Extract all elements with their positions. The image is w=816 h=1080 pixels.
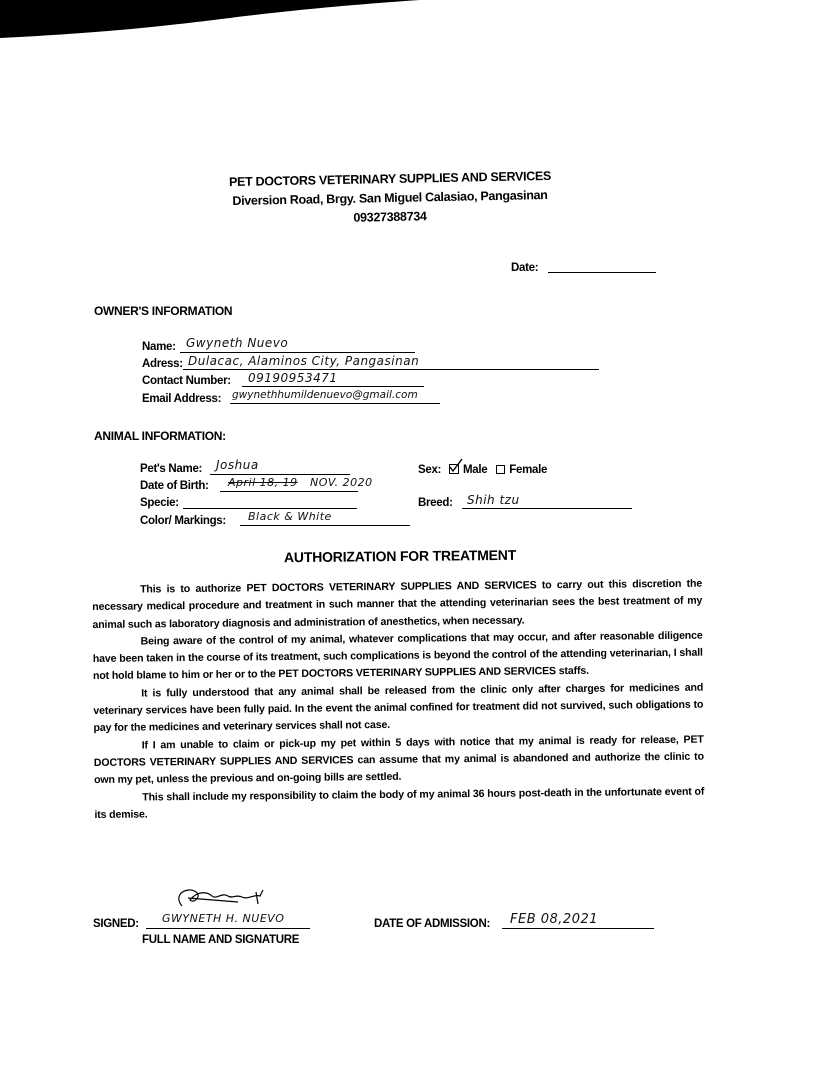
animal-section-title: ANIMAL INFORMATION:	[94, 429, 226, 443]
authorization-paragraph: This is to authorize PET DOCTORS VETERINARY SUPPLIES AND SERVICES to carry out this discretion the necessary medical procedure and treatment in such manner that the attending veterinarian sees the best treatment of my animal such as laboratory diagnosis and administration of anesthetics, when necessary.	[92, 577, 703, 631]
female-label: Female	[509, 464, 548, 476]
owner-email-value: gwynethhumildenuevo@gmail.com	[232, 389, 418, 401]
breed-line	[462, 508, 632, 509]
scan-edge-shadow	[0, 0, 816, 40]
owner-email-line	[230, 403, 440, 404]
owner-address-value: Dulacac, Alaminos City, Pangasinan	[188, 354, 420, 368]
authorization-body	[92, 576, 705, 825]
owner-name-value: Gwyneth Nuevo	[186, 336, 289, 350]
authorization-paragraph: This shall include my responsibility to claim the body of my animal 36 hours post-death in the unfortunate event of its demise.	[94, 785, 705, 821]
sex-label: Sex:	[418, 464, 442, 476]
male-label: Male	[463, 464, 488, 476]
owner-email-label: Email Address:	[142, 393, 222, 405]
owner-name-line	[180, 352, 415, 353]
dob-label: Date of Birth:	[140, 480, 209, 492]
female-checkbox[interactable]	[496, 465, 505, 474]
breed-label: Breed:	[418, 497, 453, 509]
authorization-paragraph: It is fully understood that any animal shall be released from the clinic only after charges for medicines and veterinary services have been fully paid. In the event the animal confined for treatment did not survived, such obligations to pay for the medicines and veterinary services shall not case.	[93, 681, 704, 735]
pet-name-value: Joshua	[216, 458, 259, 472]
owner-name-label: Name:	[142, 341, 176, 353]
sex-field	[418, 460, 547, 478]
signed-label: SIGNED:	[93, 918, 139, 930]
clinic-name: PET DOCTORS VETERINARY SUPPLIES AND SERVICES	[228, 168, 552, 190]
male-checkbox[interactable]	[449, 464, 459, 474]
owner-contact-line	[242, 386, 424, 387]
pet-name-line	[210, 474, 350, 475]
admission-date-label: DATE OF ADMISSION:	[374, 918, 490, 930]
owner-address-line	[183, 369, 599, 370]
dob-value: NOV. 2020	[310, 476, 373, 489]
owner-contact-value: 09190953471	[248, 371, 338, 385]
admission-date-line	[502, 928, 654, 929]
signature-line	[146, 928, 310, 929]
color-value: Black & White	[248, 510, 332, 523]
color-label: Color/ Markings:	[140, 515, 226, 527]
owner-contact-label: Contact Number:	[142, 375, 231, 387]
dob-line	[220, 491, 358, 492]
owner-section-title: OWNER'S INFORMATION	[94, 304, 233, 318]
check-mark-icon	[449, 459, 463, 473]
pet-name-label: Pet's Name:	[140, 463, 203, 475]
breed-value: Shih tzu	[467, 493, 520, 507]
clinic-address: Diversion Road, Brgy. San Miguel Calasiao, Pangasinan	[232, 187, 548, 209]
color-line	[240, 525, 410, 526]
dob-struck-value: April 18, 19	[228, 476, 298, 489]
clinic-phone: 09327388734	[353, 209, 427, 225]
authorization-title: AUTHORIZATION FOR TREATMENT	[283, 546, 517, 566]
admission-date-value: FEB 08,2021	[510, 912, 599, 927]
signed-name-value: GWYNETH H. NUEVO	[162, 912, 285, 925]
signature-caption: FULL NAME AND SIGNATURE	[142, 934, 300, 946]
specie-line	[183, 508, 357, 509]
date-label: Date:	[511, 262, 539, 274]
owner-address-label: Adress:	[142, 358, 183, 370]
authorization-paragraph: If I am unable to claim or pick-up my pet within 5 days with notice that my animal is ready for release, PET DOCTORS VETERINARY SUPPLIES AND SERVICES can assume that my animal is abandoned and authorize the clinic to own my pet, unless the previous and on-going bills are settled.	[93, 733, 704, 787]
authorization-paragraph: Being aware of the control of my animal, whatever complications that may occur, and after reasonable diligence have been taken in the course of its treatment, such complications is beyond the control of the attending veterinarian, I shall not hold blame to him or her or to the PET DOCTORS VETERINARY SUPPLIES AND SERVICES staffs.	[92, 629, 703, 683]
date-line	[548, 272, 656, 273]
specie-label: Specie:	[140, 497, 179, 509]
